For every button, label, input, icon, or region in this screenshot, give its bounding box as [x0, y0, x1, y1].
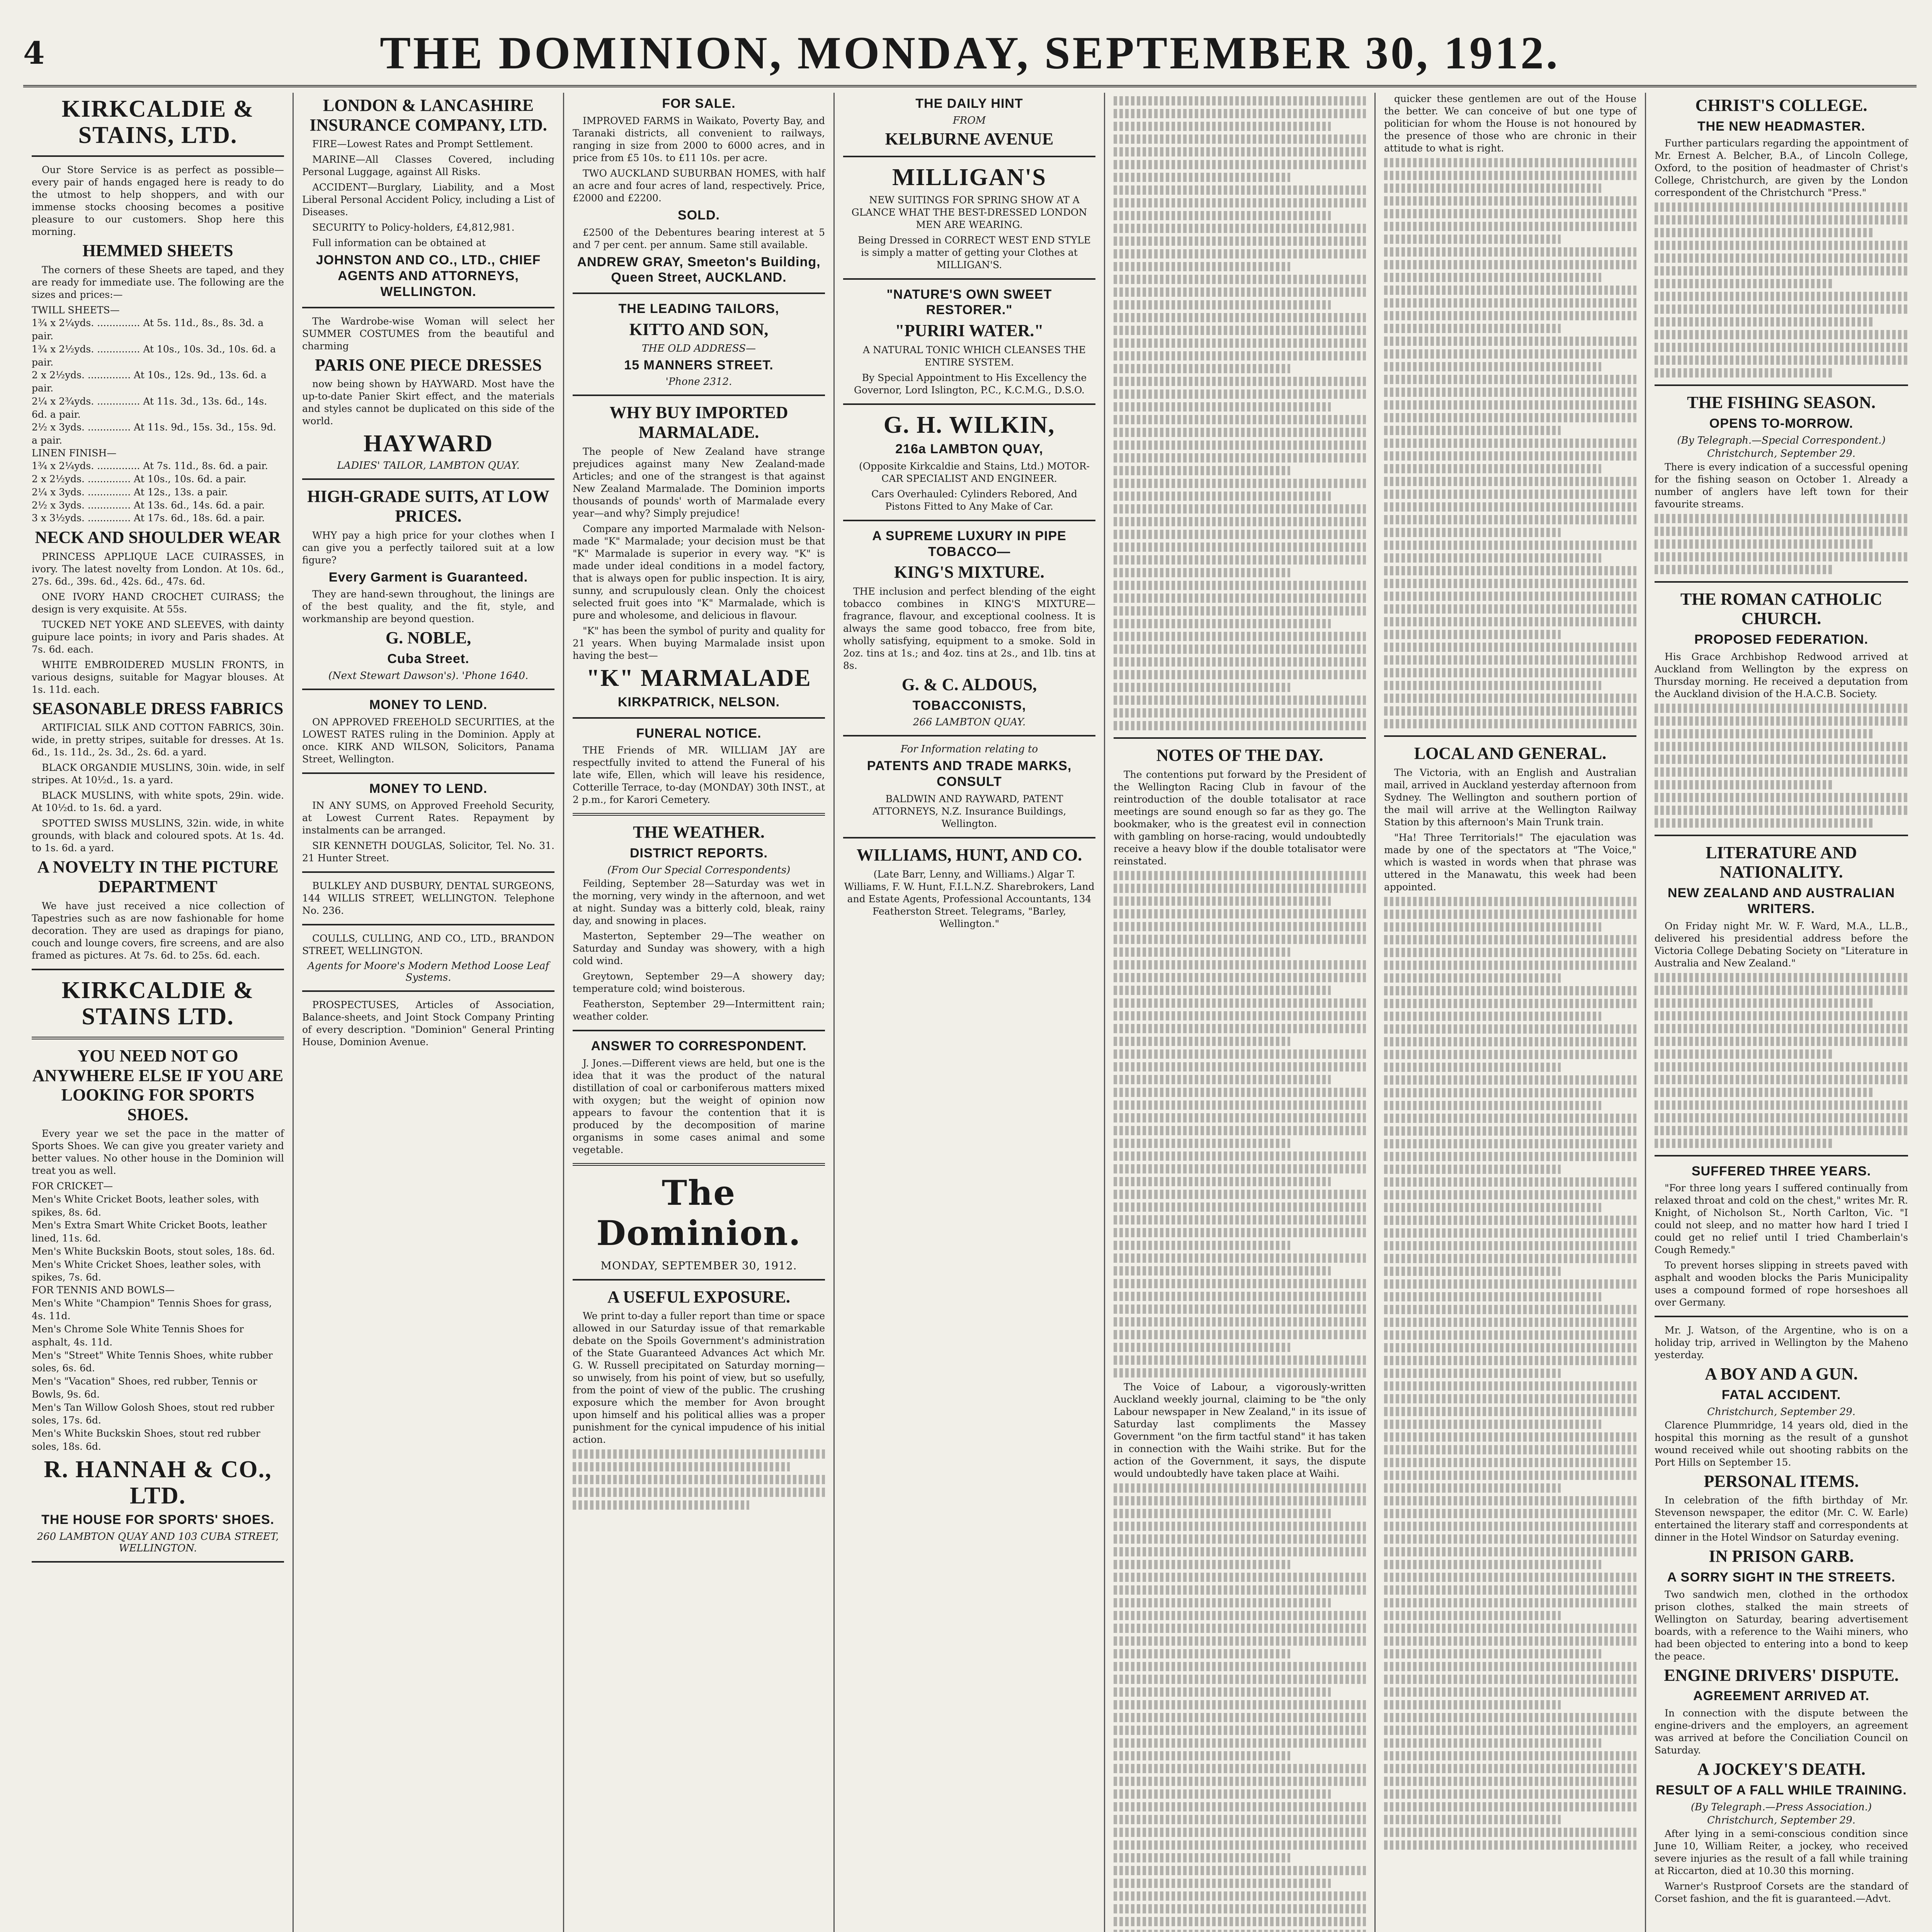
jockey-by: (By Telegraph.—Press Association.) — [1690, 1801, 1872, 1813]
boy-date: Christchurch, September 29. — [1707, 1406, 1855, 1418]
fatal-accident-sub: FATAL ACCIDENT. — [1721, 1387, 1841, 1402]
prison-garb-heading: IN PRISON GARB. — [1709, 1547, 1854, 1566]
jockey-death-heading: A JOCKEY'S DEATH. — [1697, 1760, 1866, 1779]
literature-text: On Friday night Mr. W. F. Ward, M.A., LL.B., delivered his presidential address before the Victoria College Debating Society on "Literature in Australia and New Zealand." — [1655, 920, 1908, 969]
federation-sub: PROPOSED FEDERATION. — [1694, 632, 1869, 647]
marmalade-text: "K" has been the symbol of purity and quality for 21 years. When buying Marmalade insist upon having the best— — [573, 625, 825, 661]
column-1 — [23, 93, 294, 1932]
marmalade-heading: WHY BUY IMPORTED MARMALADE. — [609, 403, 788, 442]
roman-catholic-text: His Grace Archbishop Redwood arrived at Auckland from Wellington by the express on Thursday morning. He received a deputation from the Auckland division of the H.A.C.B. Society. — [1655, 651, 1908, 699]
money-heading: MONEY TO LEND. — [369, 697, 488, 712]
tennis-item: Men's "Vacation" Shoes, red rubber, Tennis or Bowls, 9s. 6d. — [32, 1376, 257, 1400]
fabric-item: BLACK MUSLINS, with white spots, 29in. wide. At 10½d. to 1s. 6d. a yard. — [32, 790, 284, 814]
milligan-name: MILLIGAN'S — [892, 164, 1046, 191]
neck-wear-heading: NECK AND SHOULDER WEAR — [35, 528, 281, 547]
k-marmalade-sub: KIRKPATRICK, NELSON. — [617, 694, 780, 709]
local-text: "Ha! Three Territorials!" The ejaculation was made by one of the spectators at "The Voice," which is wasted in words when that phrase was uttered in the Manawatu, this week had been appointed. — [1384, 832, 1636, 893]
fishing-by: (By Telegraph.—Special Correspondent.) — [1677, 434, 1886, 446]
k-marmalade: "K" MARMALADE — [586, 665, 811, 691]
patents-heading: PATENTS AND TRADE MARKS, CONSULT — [867, 759, 1072, 789]
jockey-date: Christchurch, September 29. — [1707, 1814, 1855, 1826]
money-text: ON APPROVED FREEHOLD SECURITIES, at the LOWEST RATES ruling in the Dominion. Apply at once. KIRK AND WILSON, Solicitors, Panama Street, Wellington. — [302, 716, 554, 765]
milligan-text: NEW SUITINGS FOR SPRING SHOW AT A GLANCE WHAT THE BEST-DRESSED LONDON MEN ARE WEARING. — [851, 194, 1087, 230]
twill-price: 2¼ x 2¾yds. .............. At 11s. 3d., 13s. 6d., 14s. 6d. a pair. — [32, 395, 267, 420]
jockey-sub: RESULT OF A FALL WHILE TRAINING. — [1656, 1782, 1907, 1798]
linen-price: 2¼ x 3yds. .............. At 12s., 13s. a pair. — [32, 486, 228, 498]
daily-hint: THE DAILY HINT — [915, 96, 1023, 111]
insurance-item: Full information can be obtained at — [312, 237, 486, 249]
weather-text: Featherston, September 29—Intermittent rain; weather colder. — [573, 998, 825, 1022]
column-3 — [564, 93, 835, 1932]
boy-text: Clarence Plummridge, 14 years old, died in the hospital this morning as the result of a gunshot wound received while out shooting rabbits on the Port Hills on September 15. — [1655, 1419, 1908, 1468]
tennis-label: FOR TENNIS AND BOWLS— — [32, 1284, 175, 1296]
for-sale-heading: FOR SALE. — [662, 96, 736, 111]
insurance-agent: JOHNSTON AND CO., LTD., CHIEF AGENTS AND ATTORNEYS, WELLINGTON. — [316, 253, 541, 299]
headmaster-sub: THE NEW HEADMASTER. — [1697, 119, 1866, 134]
dominion-nameplate: The Dominion. — [596, 1172, 801, 1253]
personal-text: In celebration of the fifth birthday of Mr. Stevenson newspaper, the editor (Mr. C. W. Earle) entertained the literary staff and correspondents at dinner in the Hotel Windsor on Saturday evening. — [1655, 1495, 1908, 1543]
tennis-item: Men's White Buckskin Shoes, stout red rubber soles, 18s. 6d. — [32, 1428, 260, 1452]
noble-name: G. NOBLE, — [385, 628, 471, 648]
hemmed-sheets-heading: HEMMED SHEETS — [82, 241, 233, 260]
column-4 — [835, 93, 1105, 1932]
weather-heading: THE WEATHER. — [633, 823, 765, 842]
kings-mixture: KING'S MIXTURE. — [894, 563, 1044, 582]
christs-college-text: Further particulars regarding the appointment of Mr. Ernest A. Belcher, B.A., of Lincoln College, Oxford, to the position of headmaster of Christ's College, Christchurch, are given by the London correspondent of the Christchurch "Press." — [1655, 138, 1908, 199]
hannah-address: 260 LAMBTON QUAY AND 103 CUBA STREET, WELLINGTON. — [37, 1531, 279, 1554]
notes-continued: quicker these gentlemen are out of the House the better. We can conceive of but one type of politician for whom the House is not honoured by the presence of those who are chronic in their attitude to what is right. — [1384, 93, 1636, 154]
notes-text: The Voice of Labour, a vigorously-written Auckland weekly journal, claiming to be "the only Labour newspaper in New Zealand," in its issue of Saturday last compliments the Massey Government "on the firm tactful stand" it has taken in connection with the Waihi strike. But for the action of the Government, it says, the dispute would undoubtedly have taken place at Waihi. — [1114, 1381, 1366, 1479]
suits-guarantee: Every Garment is Guaranteed. — [328, 570, 528, 585]
wilkin-address: 216a LAMBTON QUAY, — [895, 441, 1043, 456]
fishing-date: Christchurch, September 29. — [1707, 447, 1855, 459]
page-number: 4 — [23, 35, 45, 71]
column-6 — [1376, 93, 1646, 1932]
williams-text: (Late Barr, Lenny, and Williams.) Algar T. Williams, F. W. Hunt, F.I.L.N.Z. Sharebrokers, Land and Estate Agents, Professional Accountants, 134 Featherston Street. Telegrams, "Barley, Wellington." — [844, 868, 1095, 929]
column-2 — [294, 93, 564, 1932]
hayward-intro: The Wardrobe-wise Woman will select her SUMMER COSTUMES from the beautiful and charming — [302, 315, 554, 352]
tennis-item: Men's Chrome Sole White Tennis Shoes for asphalt, 4s. 11d. — [32, 1323, 244, 1348]
suffered-text: "For three long years I suffered continually from relaxed throat and cold on the chest," writes Mr. R. Knight, of Nicholson St., North Carlton, Vic. "I could not sleep, and no matter how hard I tried I could get no relief until I tried Chamberlain's Cough Remedy." — [1655, 1182, 1908, 1256]
sold-heading: SOLD. — [678, 207, 720, 223]
suffered-heading: SUFFERED THREE YEARS. — [1691, 1163, 1871, 1179]
kenneth-douglas: SIR KENNETH DOUGLAS, Solicitor, Tel. No. 31. 21 Hunter Street. — [302, 840, 554, 864]
hayward-name: HAYWARD — [363, 430, 493, 457]
marmalade-text: Compare any imported Marmalade with Nelson-made "K" Marmalade; your decision must be that "K" Marmalade is superior in every way. "K" is made under ideal conditions in a model factory, that is always open for public inspection. It is airy, sunny, and scrupulously clean. Only the choicest selected fruit goes into "K" Marmalade, which is pure and wholesome, and delicious in flavour. — [573, 523, 825, 621]
marmalade-text: The people of New Zealand have strange prejudices against many New Zealand-made Articles; and one of the strangest is that against New Zealand Marmalade. The Dominion imports thousands of pounds' worth of Marmalade every year—and why? Simply prejudice! — [573, 446, 825, 519]
twill-label: TWILL SHEETS— — [32, 304, 120, 316]
puriri-appointment: By Special Appointment to His Excellency the Governor, Lord Islington, P.C., K.C.M.G., D.S.O. — [854, 372, 1087, 396]
insurance-item: ACCIDENT—Burglary, Liability, and a Most Liberal Personal Accident Policy, including a List of Diseases. — [302, 182, 554, 218]
wilkin-name: G. H. WILKIN, — [883, 412, 1055, 438]
twill-price: 2½ x 3yds. .............. At 11s. 9d., 15s. 3d., 15s. 9d. a pair. — [32, 422, 276, 446]
kirkcaldie-footer: KIRKCALDIE & STAINS LTD. — [61, 977, 254, 1030]
funeral-text: THE Friends of MR. WILLIAM JAY are respectfully invited to attend the Funeral of his late wife, Ellen, which will leave his residence, Cotterille Terrace, to-day (MONDAY) 30th INST., at 2 p.m., for Karori Cemetery. — [573, 745, 825, 806]
hemmed-intro: The corners of these Sheets are taped, and they are ready for immediate use. The following are the sizes and prices:— — [32, 264, 284, 300]
watson-item: Mr. J. Watson, of the Argentine, who is on a holiday trip, arrived in Wellington by the Maheno yesterday. — [1655, 1325, 1908, 1361]
tennis-item: Men's Tan Willow Golosh Shoes, stout red rubber soles, 17s. 6d. — [32, 1401, 274, 1426]
kitto-address: 15 MANNERS STREET. — [624, 357, 774, 372]
suits-text: WHY pay a high price for your clothes when I can give you a perfectly tailored suit at a low figure? — [302, 529, 554, 566]
noble-address: Cuba Street. — [387, 651, 469, 666]
aldous-sub: TOBACCONISTS, — [912, 698, 1026, 713]
money-heading: MONEY TO LEND. — [369, 781, 488, 796]
money-text: IN ANY SUMS, on Approved Freehold Security, at Lowest Current Rates. Repayment by instalments can be arranged. — [302, 800, 554, 836]
column-5 — [1105, 93, 1376, 1932]
boy-gun-heading: A BOY AND A GUN. — [1705, 1364, 1858, 1384]
linen-price: 2½ x 3yds. .............. At 13s. 6d., 14s. 6d. a pair. — [32, 499, 265, 511]
insurance-item: SECURITY to Policy-holders, £4,812,981. — [312, 222, 515, 233]
hannah-heading: R. HANNAH & CO., LTD. — [44, 1456, 272, 1509]
puriri-heading: "PURIRI WATER." — [895, 321, 1044, 340]
info-for: For Information relating to — [900, 743, 1038, 755]
fabrics-heading: SEASONABLE DRESS FABRICS — [32, 699, 284, 718]
aldous-address: 266 LAMBTON QUAY. — [913, 716, 1026, 728]
cricket-item: Men's White Buckskin Boots, stout soles, 18s. 6d. — [32, 1245, 275, 1257]
kirkcaldie-intro: Our Store Service is as perfect as possible—every pair of hands engaged here is ready to do the utmost to help shoppers, and with our immense stocks choosing becomes a positive pleasure to our customers. Shop here this morning. — [32, 164, 284, 238]
engine-sub: AGREEMENT ARRIVED AT. — [1693, 1689, 1870, 1704]
answer-heading: ANSWER TO CORRESPONDENT. — [591, 1038, 807, 1053]
suits-heading: HIGH-GRADE SUITS, AT LOW PRICES. — [307, 487, 549, 526]
hannah-sub: THE HOUSE FOR SPORTS' SHOES. — [41, 1512, 274, 1527]
andrew-gray: ANDREW GRAY, Smeeton's Building, Queen Street, AUCKLAND. — [577, 254, 821, 285]
twill-price: 2 x 2½yds. .............. At 10s., 12s. 9d., 13s. 6d. a pair. — [32, 369, 267, 394]
noble-tel: (Next Stewart Dawson's). 'Phone 1640. — [328, 670, 529, 682]
villa-text: TWO AUCKLAND SUBURBAN HOMES, with half an acre and four acres of land, respectively. Price, £2000 and £2200. — [573, 167, 825, 204]
twill-price: 1¾ x 2¼yds. .............. At 5s. 11d., 8s., 8s. 3d. a pair. — [32, 317, 264, 342]
tennis-item: Men's "Street" White Tennis Shoes, white rubber soles, 6s. 6d. — [32, 1349, 273, 1374]
fabric-item: ARTIFICIAL SILK AND COTTON FABRICS, 30in. wide, in pretty stripes, suitable for dresses. At 1s. 6d., 1s. 11d., 2s. 3d., 2s. 6d. a yard. — [32, 722, 284, 758]
prison-garb-text: Two sandwich men, clothed in the orthodox prison clothes, stalked the main streets of Wellington on Saturday, bearing advertisement boards, with a reference to the Waihi miners, who had been objected to entering into a bond to keep the peace. — [1655, 1588, 1908, 1662]
sports-intro: Every year we set the pace in the matter of Sports Shoes. We can give you greater variety and better values. No other house in the Dominion will treat you as well. — [32, 1128, 284, 1177]
exposure-text: We print to-day a fuller report than time or space allowed in our Saturday issue of that remarkable debate on the Spoils Government's administration of the State Guaranteed Advances Act which Mr. G. W. Russell precipitated on Saturday morning—so unwisely, from his point of view, but so usefully, from the point of view of the public. The crushing exposure which the member for Avon brought upon himself and his political allies was a proper punishment for the cynical impudence of his initial action. — [573, 1310, 825, 1446]
twill-price: 1¾ x 2½yds. .............. At 10s., 10s. 3d., 10s. 6d. a pair. — [32, 343, 276, 368]
neck-item: WHITE EMBROIDERED MUSLIN FRONTS, in various designs, suitable for Magyar blouses. At 1s. 11d. each. — [32, 659, 284, 695]
weather-text: Greytown, September 29—A showery day; temperature cold; wind boisterous. — [573, 970, 825, 994]
cricket-item: Men's White Cricket Boots, leather soles, with spikes, 8s. 6d. — [32, 1193, 259, 1218]
dominion-date: MONDAY, SEPTEMBER 30, 1912. — [600, 1259, 797, 1272]
sports-shoes-heading: YOU NEED NOT GO ANYWHERE ELSE IF YOU ARE LOOKING FOR SPORTS SHOES. — [32, 1046, 284, 1124]
paris-dresses-heading: PARIS ONE PIECE DRESSES — [315, 355, 542, 374]
insurance-item: MARINE—All Classes Covered, including Personal Luggage, against All Risks. — [302, 154, 554, 178]
linen-price: 3 x 3½yds. .............. At 17s. 6d., 18s. 6d. a pair. — [32, 512, 265, 524]
insurance-item: FIRE—Lowest Rates and Prompt Settlement. — [312, 138, 533, 150]
prison-garb-sub: A SORRY SIGHT IN THE STREETS. — [1667, 1570, 1896, 1585]
insurance-heading: LONDON & LANCASHIRE INSURANCE COMPANY, LTD. — [310, 96, 547, 134]
novelty-heading: A NOVELTY IN THE PICTURE DEPARTMENT — [37, 857, 279, 896]
kitto-name: KITTO AND SON, — [629, 320, 769, 339]
williams-heading: WILLIAMS, HUNT, AND CO. — [856, 845, 1082, 864]
wilkin-text: Cars Overhauled: Cylinders Rebored, And Pistons Fitted to Any Make of Car. — [871, 488, 1077, 512]
farm-text: IMPROVED FARMS in Waikato, Poverty Bay, and Taranaki districts, all convenient to railways, ranging in size from 2000 to 6000 acres, and in price from £5 10s. to £11 10s. per acre. — [573, 115, 825, 163]
tailors-heading: THE LEADING TAILORS, — [618, 301, 779, 316]
funeral-heading: FUNERAL NOTICE. — [636, 726, 762, 741]
page-columns — [23, 93, 1917, 1932]
sold-text: £2500 of the Debentures bearing interest at 5 and 7 per cent. per annum. Same still available. — [573, 226, 825, 250]
warner-advt: Warner's Rustproof Corsets are the standard of Corset fashion, and the fit is guaranteed.—Advt. — [1655, 1880, 1908, 1904]
supreme-heading: A SUPREME LUXURY IN PIPE TOBACCO— — [872, 528, 1066, 559]
wilkin-sub: (Opposite Kirkcaldie and Stains, Ltd.) MOTOR-CAR SPECIALIST AND ENGINEER. — [859, 460, 1090, 484]
kitto-sub: THE OLD ADDRESS— — [641, 342, 756, 354]
roman-catholic-heading: THE ROMAN CATHOLIC CHURCH. — [1680, 589, 1883, 628]
exposure-heading: A USEFUL EXPOSURE. — [607, 1287, 791, 1306]
prospectuses: PROSPECTUSES, Articles of Association, Balance-sheets, and Joint Stock Company Printing of every description. "Dominion" General Printing House, Dominion Avenue. — [302, 999, 554, 1048]
weather-sub: DISTRICT REPORTS. — [629, 845, 768, 861]
milligan-text: Being Dressed in CORRECT WEST END STYLE is simply a matter of getting your Clothes at MILLIGAN'S. — [858, 234, 1091, 270]
weather-by: (From Our Special Correspondents) — [607, 864, 791, 876]
bulkley-dental: BULKLEY AND DUSBURY, DENTAL SURGEONS, 144 WILLIS STREET, WELLINGTON. Telephone No. 236. — [302, 880, 554, 917]
kirkcaldie-heading: KIRKCALDIE & STAINS, LTD. — [61, 96, 254, 149]
baldwin-rayward: BALDWIN AND RAYWARD, PATENT ATTORNEYS, N.Z. Insurance Buildings, Wellington. — [872, 793, 1066, 829]
christs-college-heading: CHRIST'S COLLEGE. — [1695, 96, 1867, 115]
daily-from: FROM — [952, 114, 986, 126]
cricket-label: FOR CRICKET— — [32, 1180, 113, 1192]
tennis-item: Men's White "Champion" Tennis Shoes for grass, 4s. 11d. — [32, 1297, 272, 1322]
cricket-item: Men's Extra Smart White Cricket Boots, leather lined, 11s. 6d. — [32, 1219, 267, 1244]
neck-item: TUCKED NET YOKE AND SLEEVES, with dainty guipure lace points; in ivory and Paris shades. At 7s. 6d. each. — [32, 619, 284, 655]
kings-text: THE inclusion and perfect blending of the eight tobacco combines in KING'S MIXTURE—fragrance, flavour, and exceptional coolness. It is always the same good tobacco, free from bite, wholly satisfying, equipment to a smoke. Sold in 2oz. tins at 1s.; and 4oz. tins at 2s., and 1lb. tins at 8s. — [843, 585, 1095, 671]
engine-text: In connection with the dispute between the engine-drivers and the employers, an agreement was arrived at before the Conciliation Council on Saturday. — [1655, 1708, 1908, 1756]
fishing-sub: OPENS TO-MORROW. — [1709, 416, 1854, 431]
puriri-text: A NATURAL TONIC WHICH CLEANSES THE ENTIRE SYSTEM. — [862, 344, 1086, 368]
local-text: The Victoria, with an English and Australian mail, arrived in Auckland yesterday afternoon from Sydney. The Wellington and southern portion of the mail will arrive at the Wellington Railway Station by this afternoon's Main Trunk train. — [1384, 767, 1636, 828]
fishing-text: There is every indication of a successful opening for the fishing season on October 1. Already a number of anglers have left town for their favourite streams. — [1655, 461, 1908, 510]
weather-text: Masterton, September 29—The weather on Saturday and Sunday was showery, with a high cold wind. — [573, 930, 825, 966]
aldous-name: G. & C. ALDOUS, — [901, 675, 1037, 694]
fabric-item: BLACK ORGANDIE MUSLINS, 30in. wide, in self stripes. At 10½d., 1s. a yard. — [32, 762, 284, 786]
cricket-item: Men's White Cricket Shoes, leather soles, with spikes, 7s. 6d. — [32, 1259, 261, 1283]
linen-label: LINEN FINISH— — [32, 447, 117, 459]
neck-item: ONE IVORY HAND CROCHET CUIRASS; the design is very exquisite. At 55s. — [32, 591, 284, 615]
weather-text: Feilding, September 28—Saturday was wet in the morning, very windy in the afternoon, and wet at night. Sunday was a bitterly cold, bleak, rainy day, and snowing in places. — [573, 878, 825, 926]
notes-text: The contentions put forward by the President of the Wellington Racing Club in favour of the reintroduction of the double totalisator at race meetings are sound enough so far as they go. The bookmaker, who is the greatest evil in connection with gambling on horse-racing, would undoubtedly receive a heavy blow if the double totalisator were reinstated. — [1114, 769, 1366, 867]
masthead — [23, 23, 1917, 87]
fishing-season-heading: THE FISHING SEASON. — [1687, 393, 1876, 412]
restorer-heading: "NATURE'S OWN SWEET RESTORER." — [886, 287, 1052, 318]
personal-items-heading: PERSONAL ITEMS. — [1704, 1471, 1859, 1491]
suffered-end: To prevent horses slipping in streets paved with asphalt and wooden blocks the Paris Municipality uses a compound formed of rope horseshoes all over Germany. — [1655, 1260, 1908, 1308]
local-general-heading: LOCAL AND GENERAL. — [1414, 744, 1607, 763]
hayward-sub: LADIES' TAILOR, LAMBTON QUAY. — [337, 460, 520, 472]
column-7 — [1646, 93, 1917, 1932]
neck-item: PRINCESS APPLIQUE LACE CUIRASSES, in ivory. The latest novelty from London. At 10s. 6d., 27s. 6d., 39s. 6d., 42s. 6d., 47s. 6d. — [32, 551, 284, 587]
paris-text: now being shown by HAYWARD. Most have the up-to-date Panier Skirt effect, and the materials and styles cannot be duplicated on this side of the world. — [302, 378, 554, 427]
coulls-culling: COULLS, CULLING, AND CO., LTD., BRANDON STREET, WELLINGTON. — [302, 933, 554, 957]
coulls-sub: Agents for Moore's Modern Method Loose Leaf Systems. — [308, 960, 549, 984]
notes-heading: NOTES OF THE DAY. — [1156, 746, 1323, 765]
jockey-text: After lying in a semi-conscious condition since June 10, William Reiter, a jockey, who received severe injuries as the result of a fall while training at Riccarton, died at 10.30 this morning. — [1655, 1828, 1908, 1876]
newspaper-title: THE DOMINION, MONDAY, SEPTEMBER 30, 1912. — [379, 27, 1560, 78]
novelty-text: We have just received a nice collection of Tapestries such as are now fashionable for home decoration. They are used as drapings for piano, couch and lounge covers, fire screens, and are also framed as pictures. At 7s. 6d. to 25s. 6d. each. — [32, 900, 284, 961]
literature-sub: NEW ZEALAND AND AUSTRALIAN WRITERS. — [1667, 885, 1895, 916]
suits-more: They are hand-sewn throughout, the linings are of the best quality, and the fit, style, and workmanship are beyond question. — [302, 588, 554, 625]
kitto-phone: 'Phone 2312. — [665, 376, 732, 388]
kelburne-avenue: KELBURNE AVENUE — [885, 129, 1054, 148]
answer-text: J. Jones.—Different views are held, but one is the idea that it was the product of the natural distillation of coal or carboniferous matters mixed with oxygen; but the weight of opinion now appears to favour the contention that it is produced by the decomposition of marine organisms in some cases animal and some vegetable. — [573, 1057, 825, 1155]
linen-price: 1¾ x 2¼yds. .............. At 7s. 11d., 8s. 6d. a pair. — [32, 460, 268, 472]
literature-heading: LITERATURE AND NATIONALITY. — [1706, 843, 1857, 882]
engine-drivers-heading: ENGINE DRIVERS' DISPUTE. — [1664, 1665, 1899, 1685]
fabric-item: SPOTTED SWISS MUSLINS, 32in. wide, in white grounds, with black and coloured spots. At 1s. 4d. to 1s. 6d. a yard. — [32, 818, 284, 854]
linen-price: 2 x 2½yds. .............. At 10s., 10s. 6d. a pair. — [32, 473, 247, 485]
